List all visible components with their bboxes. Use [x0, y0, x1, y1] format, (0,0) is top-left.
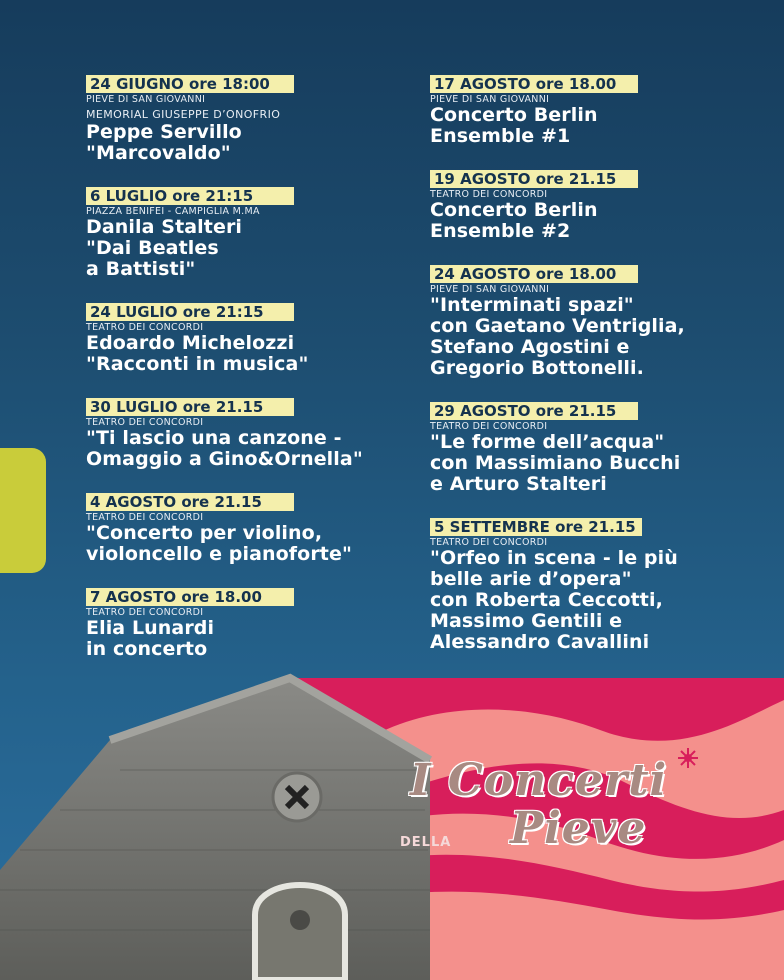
event-title: "Concerto per violino,	[86, 522, 323, 544]
event-venue: TEATRO DEI CONCORDI	[86, 607, 204, 618]
event-item	[430, 401, 770, 495]
event-date: 4 AGOSTO ore 21.15	[86, 493, 294, 511]
church-arch	[255, 885, 345, 980]
event-date: 6 LUGLIO ore 21:15	[86, 187, 294, 205]
event-date: 19 AGOSTO ore 21.15	[430, 170, 638, 188]
event-item	[86, 397, 406, 470]
event-title: "Ti lascio una canzone -	[86, 427, 342, 449]
event-title: Stefano Agostini e	[430, 336, 630, 358]
event-venue: PIAZZA BENIFEI - CAMPIGLIA M.MA	[86, 206, 260, 217]
event-title: violoncello e pianoforte"	[86, 543, 352, 565]
event-title: Danila Stalteri	[86, 216, 243, 238]
event-date: 24 GIUGNO ore 18:00	[86, 75, 294, 93]
event-subtitle: MEMORIAL GIUSEPPE D’ONOFRIO	[86, 108, 281, 121]
event-date: 30 LUGLIO ore 21.15	[86, 398, 294, 416]
event-item	[430, 264, 770, 379]
event-venue: TEATRO DEI CONCORDI	[430, 537, 548, 548]
event-title: a Battisti"	[86, 258, 196, 280]
event-item	[86, 492, 406, 565]
event-title: "Le forme dell’acqua"	[430, 431, 665, 453]
event-item	[86, 74, 406, 164]
event-title: Ensemble #2	[430, 220, 571, 242]
event-title: Peppe Servillo	[86, 121, 242, 143]
event-title: Concerto Berlin	[430, 104, 598, 126]
event-date: 24 AGOSTO ore 18.00	[430, 265, 638, 283]
event-title: Concerto Berlin	[430, 199, 598, 221]
event-venue: TEATRO DEI CONCORDI	[430, 189, 548, 200]
event-date: 17 AGOSTO ore 18.00	[430, 75, 638, 93]
event-date: 29 AGOSTO ore 21.15	[430, 402, 638, 420]
event-venue: TEATRO DEI CONCORDI	[86, 512, 204, 523]
event-title: con Gaetano Ventriglia,	[430, 315, 685, 337]
events-column-left	[86, 74, 406, 682]
event-title: e Arturo Stalteri	[430, 473, 607, 495]
event-title: "Orfeo in scena - le più	[430, 547, 678, 569]
logo-line-pieve: Pieve	[510, 803, 647, 854]
event-item	[86, 186, 406, 280]
event-item	[86, 587, 406, 660]
concerti-della-pieve-logo	[390, 745, 720, 875]
event-title: Edoardo Michelozzi	[86, 332, 295, 354]
event-title: Elia Lunardi	[86, 617, 215, 639]
event-title: belle arie d’opera"	[430, 568, 632, 590]
event-title: Massimo Gentili e	[430, 610, 623, 632]
event-title: con Roberta Ceccotti,	[430, 589, 663, 611]
event-title: in concerto	[86, 638, 208, 660]
event-title: Alessandro Cavallini	[430, 631, 650, 653]
event-venue: TEATRO DEI CONCORDI	[86, 417, 204, 428]
event-date: 24 LUGLIO ore 21:15	[86, 303, 294, 321]
event-title: "Marcovaldo"	[86, 142, 231, 164]
event-item	[430, 74, 770, 147]
lime-side-accent	[0, 448, 46, 573]
event-title: con Massimiano Bucchi	[430, 452, 681, 474]
event-venue: TEATRO DEI CONCORDI	[86, 322, 204, 333]
event-item	[430, 517, 770, 653]
logo-della: DELLA	[400, 835, 452, 850]
event-title: Gregorio Bottonelli.	[430, 357, 644, 379]
event-venue: TEATRO DEI CONCORDI	[430, 421, 548, 432]
event-title: Ensemble #1	[430, 125, 571, 147]
sunburst-icon	[677, 747, 699, 769]
event-venue: PIEVE DI SAN GIOVANNI	[430, 284, 550, 295]
events-column-right	[430, 74, 770, 675]
event-date: 5 SETTEMBRE ore 21.15	[430, 518, 642, 536]
event-item	[86, 302, 406, 375]
event-date: 7 AGOSTO ore 18.00	[86, 588, 294, 606]
event-title: Omaggio a Gino&Ornella"	[86, 448, 363, 470]
event-item	[430, 169, 770, 242]
event-title: "Interminati spazi"	[430, 294, 634, 316]
event-venue: PIEVE DI SAN GIOVANNI	[86, 94, 206, 105]
event-title: "Racconti in musica"	[86, 353, 309, 375]
logo-line-concerti: I Concerti	[410, 755, 668, 806]
event-title: "Dai Beatles	[86, 237, 219, 259]
event-venue: PIEVE DI SAN GIOVANNI	[430, 94, 550, 105]
